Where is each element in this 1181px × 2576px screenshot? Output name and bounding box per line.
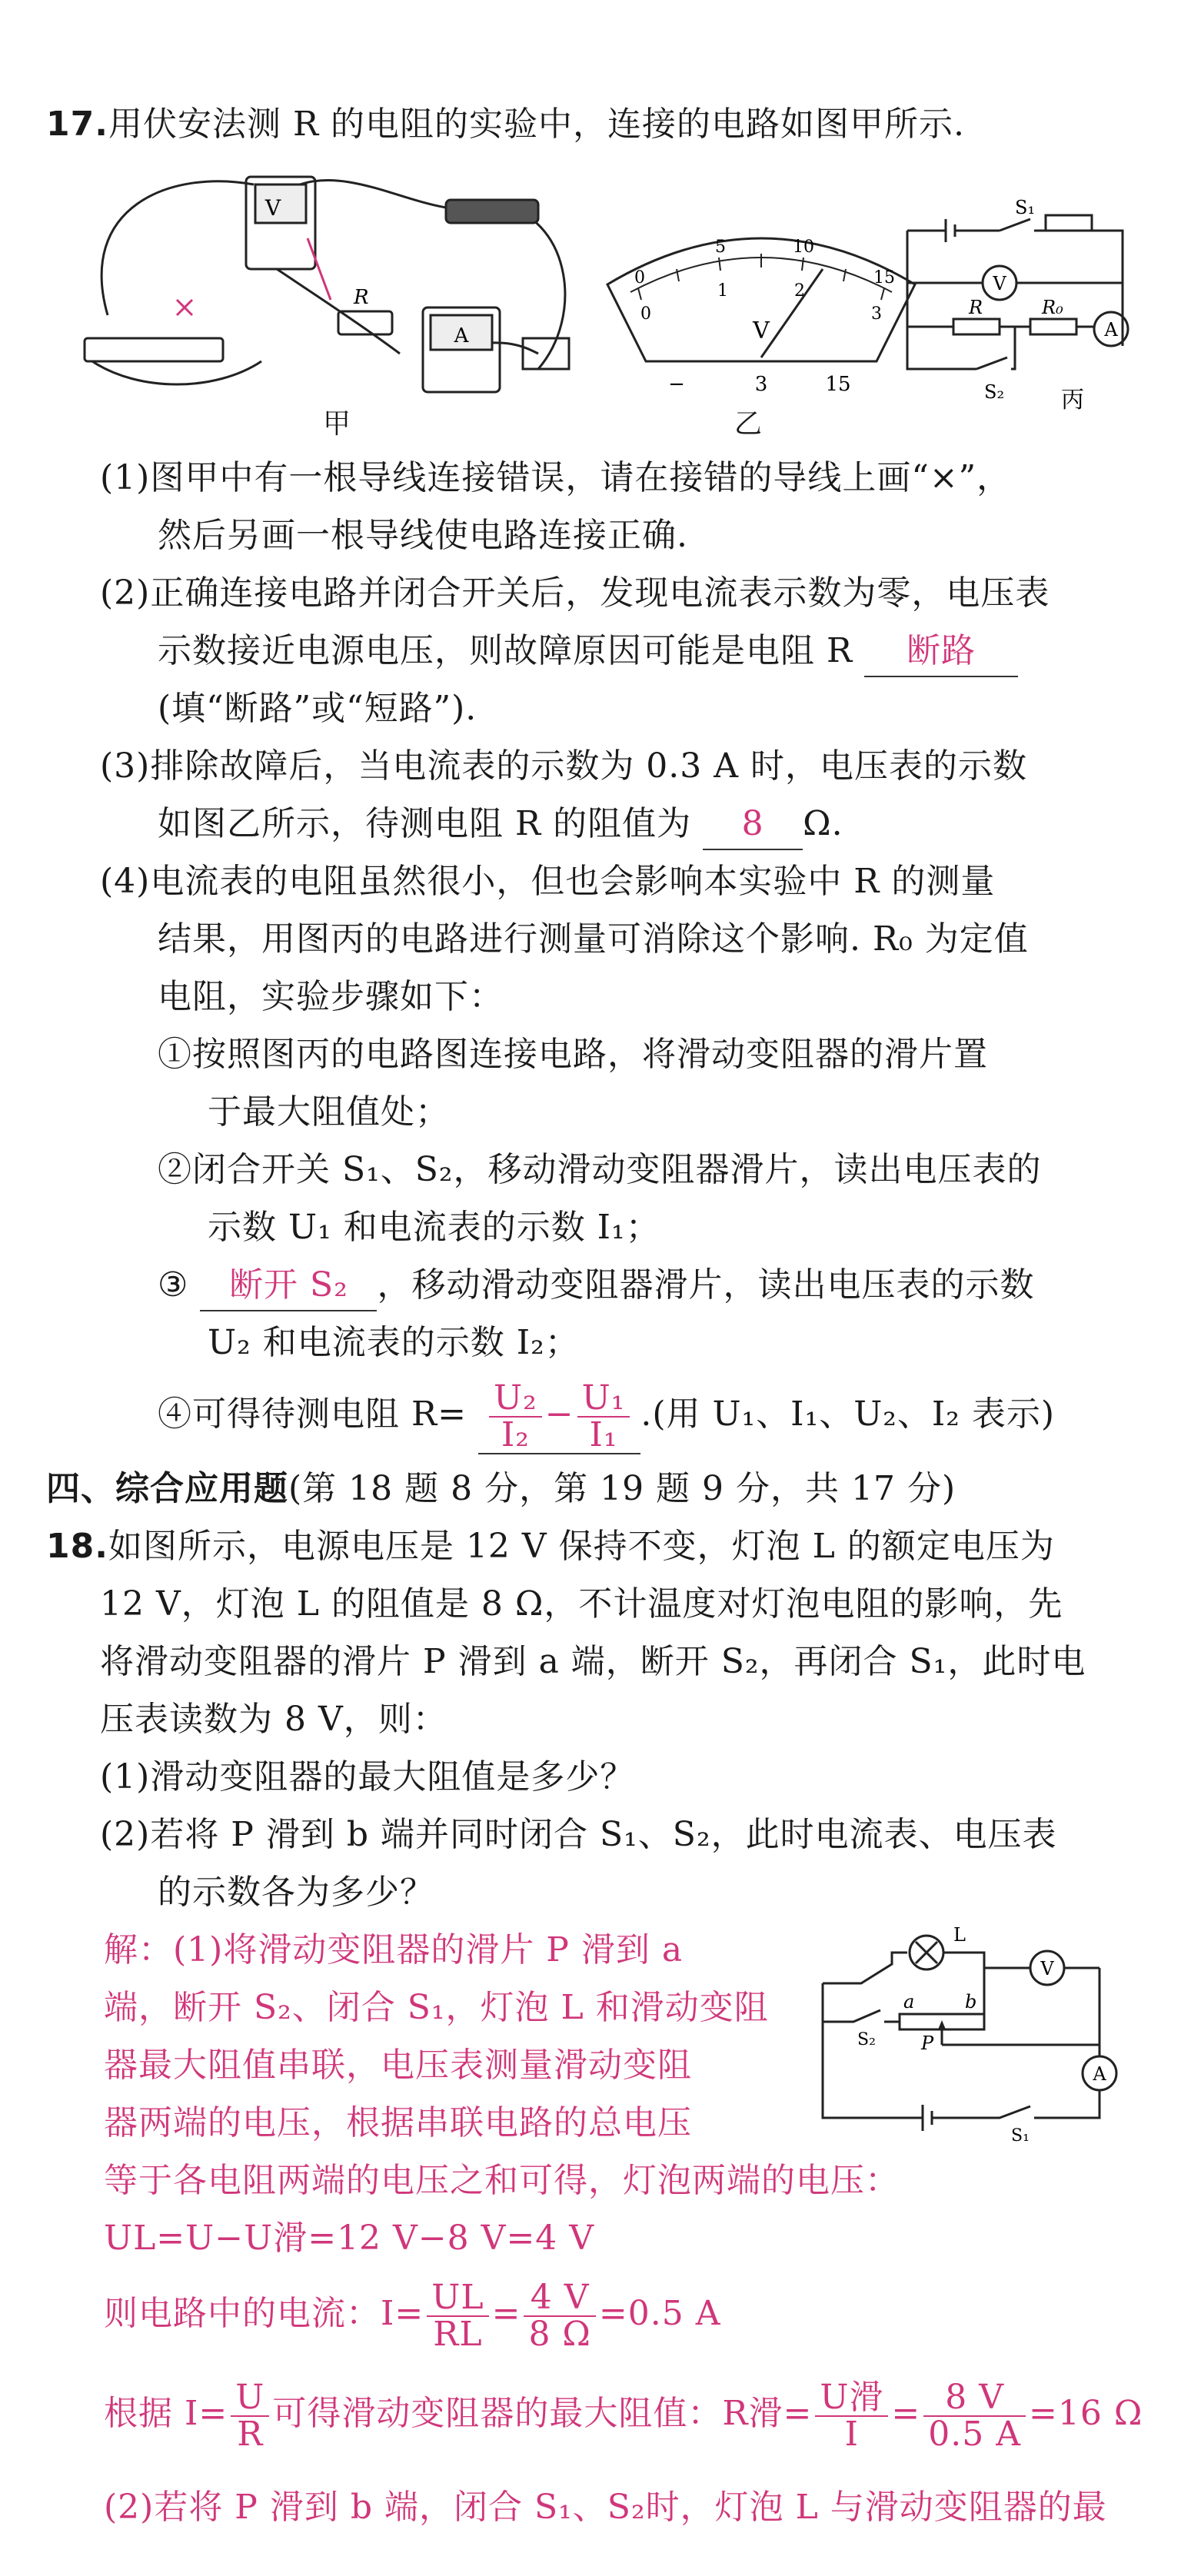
sol8-text: 根据 I=	[104, 2394, 228, 2433]
slider-p-label: P	[921, 2033, 934, 2054]
formula-i1: I₁	[589, 1414, 618, 1454]
step4-text: ④可得待测电阻 R=	[158, 1394, 467, 1434]
figure-bing-label: 丙	[1061, 387, 1084, 414]
section-4-heading	[46, 1464, 956, 1514]
figure-jia-apparatus	[77, 161, 584, 438]
ammeter-label: A	[454, 324, 469, 347]
p3b-unit: Ω.	[803, 804, 843, 843]
a-label: A	[1104, 319, 1118, 341]
q17-step2a: ②闭合开关 S₁、S₂，移动滑动变阻器滑片，读出电压表的	[158, 1150, 1042, 1189]
frac-8ohm: 8 Ω	[528, 2314, 591, 2354]
sol8-mid: 可得滑动变阻器的最大阻值：R滑=	[272, 2394, 813, 2433]
q17-step3b: U₂ 和电流表的示数 I₂；	[208, 1323, 580, 1362]
q17-p2c: (填“断路”或“短路”).	[158, 689, 477, 728]
formula-i2: I₂	[501, 1414, 530, 1454]
sol8-result: =16 Ω	[1029, 2394, 1143, 2433]
sol-line9: (2)若将 P 滑到 b 端，闭合 S₁、S₂时，灯泡 L 与滑动变阻器的最	[104, 2488, 1107, 2527]
q17-p3b	[158, 799, 843, 850]
terminal-neg: −	[668, 373, 685, 396]
terminal-3: 3	[754, 373, 768, 396]
s2-label: S₂	[857, 2030, 876, 2049]
q17-p4b: 结果，用图丙的电路进行测量可消除这个影响. R₀ 为定值	[158, 919, 1029, 959]
answer-duanlu: 断路	[864, 627, 1018, 677]
p2b-text: 示数接近电源电压，则故障原因可能是电阻 R	[158, 631, 853, 670]
q17-step3	[158, 1261, 1034, 1311]
s1-label: S₁	[1011, 2126, 1030, 2145]
end-a-label: a	[903, 1991, 915, 2013]
sol-line3: 器最大阻值串联，电压表测量滑动变阻	[104, 2046, 692, 2085]
answer-duankai-s2: 断开 S₂	[200, 1261, 377, 1311]
sol-line1: 解：(1)将滑动变阻器的滑片 P 滑到 a	[104, 1930, 684, 1969]
upper-scale-0: 0	[634, 268, 645, 288]
figure-yi-meter	[592, 208, 930, 407]
frac-ul: UL	[427, 2280, 488, 2317]
formula-u2: U₂	[489, 1381, 542, 1418]
section-note: (第 18 题 8 分，第 19 题 9 分，共 17 分)	[288, 1469, 956, 1508]
section-title: 四、综合应用题	[46, 1469, 288, 1508]
frac-u: U	[231, 2380, 269, 2417]
voltmeter-label: V	[264, 195, 281, 221]
sol-line7	[104, 2272, 721, 2356]
q17-p4a: (4)电流表的电阻虽然很小，但也会影响本实验中 R 的测量	[100, 862, 996, 901]
s1-label: S₁	[1015, 197, 1036, 218]
upper-scale-15: 15	[873, 268, 895, 288]
frac-8v: 8 V	[923, 2380, 1026, 2417]
figure-yi-label: 乙	[734, 408, 763, 440]
r0-label: R₀	[1042, 297, 1063, 318]
frac-uhua: U滑	[815, 2380, 888, 2417]
sol-line2: 端，断开 S₂、闭合 S₁，灯泡 L 和滑动变阻	[104, 1988, 769, 2027]
p3b-text: 如图乙所示，待测电阻 R 的阻值为	[158, 804, 692, 843]
sol7-result: =0.5 A	[598, 2294, 721, 2333]
upper-scale-5: 5	[715, 238, 726, 257]
sol7-text: 则电路中的电流：I=	[104, 2294, 424, 2333]
frac-05a: 0.5 A	[928, 2414, 1022, 2454]
step3-marker: ③	[158, 1265, 189, 1305]
lower-scale-3: 3	[871, 304, 882, 324]
q17-step4	[158, 1376, 1055, 1454]
lamp-label: L	[953, 1924, 966, 1946]
lower-scale-0: 0	[640, 304, 651, 324]
q18-sub2a: (2)若将 P 滑到 b 端并同时闭合 S₁、S₂，此时电流表、电压表	[100, 1815, 1057, 1854]
ammeter-label: A	[1093, 2063, 1106, 2085]
question-number: 18.	[46, 1527, 108, 1566]
q17-p1b: 然后另画一根导线使电路连接正确.	[158, 516, 688, 555]
frac-r: R	[237, 2414, 264, 2454]
frac-4v: 4 V	[524, 2280, 595, 2317]
figure-bing-circuit	[892, 192, 1153, 415]
resistor-label: R	[354, 286, 369, 309]
r-label: R	[969, 297, 983, 318]
frac-i: I	[844, 2414, 860, 2454]
sol-line6: UL=U−U滑=12 V−8 V=4 V	[104, 2219, 595, 2258]
q17-p2a: (2)正确连接电路并闭合开关后，发现电流表示数为零，电压表	[100, 573, 1050, 613]
sol8-eq: =	[891, 2394, 921, 2433]
q17-p2b	[158, 627, 1018, 677]
answer-formula	[478, 1376, 640, 1454]
q18-sub1: (1)滑动变阻器的最大阻值是多少？	[100, 1757, 635, 1797]
stem-text: 用伏安法测 R 的电阻的实验中，连接的电路如图甲所示.	[108, 105, 966, 144]
figure-jia-label: 甲	[323, 408, 352, 440]
formula-u1: U₁	[577, 1381, 630, 1418]
q18-sub2b: 的示数各为多少？	[158, 1873, 434, 1912]
s2-label: S₂	[984, 381, 1005, 403]
answer-8: 8	[703, 799, 803, 850]
q17-p1a: (1)图甲中有一根导线连接错误，请在接错的导线上画“×”，	[100, 458, 1012, 497]
step4-note: .(用 U₁、I₁、U₂、I₂ 表示)	[640, 1394, 1056, 1434]
lower-scale-1: 1	[717, 281, 728, 301]
lower-scale-2: 2	[794, 281, 805, 301]
end-b-label: b	[965, 1991, 977, 2013]
question-number: 17.	[46, 105, 108, 144]
frac-rl: RL	[433, 2314, 483, 2354]
q18-circuit	[807, 1922, 1146, 2145]
q17-step1a: ①按照图丙的电路图连接电路，将滑动变阻器的滑片置	[158, 1035, 988, 1074]
q17-p3a: (3)排除故障后，当电流表的示数为 0.3 A 时，电压表的示数	[100, 746, 1028, 786]
q18-text-1: 如图所示，电源电压是 12 V 保持不变，灯泡 L 的额定电压为	[108, 1527, 1055, 1566]
voltmeter-label: V	[1040, 1958, 1054, 1979]
v-label: V	[993, 273, 1006, 294]
sol-line4: 器两端的电压，根据串联电路的总电压	[104, 2103, 692, 2142]
q18-line3: 将滑动变阻器的滑片 P 滑到 a 端，断开 S₂，再闭合 S₁，此时电	[100, 1642, 1086, 1681]
q17-step2b: 示数 U₁ 和电流表的示数 I₁；	[208, 1208, 660, 1247]
sol7-eq: =	[491, 2294, 521, 2333]
sol-line8	[104, 2372, 1143, 2456]
step3-text: ，移动滑动变阻器滑片，读出电压表的示数	[377, 1265, 1035, 1305]
sol-line5: 等于各电阻两端的电压之和可得，灯泡两端的电压：	[104, 2161, 900, 2200]
meter-unit: V	[753, 317, 770, 344]
upper-scale-10: 10	[793, 238, 814, 257]
q17-p4c: 电阻，实验步骤如下：	[158, 977, 504, 1016]
q18-line4: 压表读数为 8 V，则：	[100, 1700, 447, 1739]
q18-line1	[46, 1522, 1055, 1571]
q17-step1b: 于最大阻值处；	[208, 1092, 450, 1132]
q18-line2: 12 V，灯泡 L 的阻值是 8 Ω，不计温度对灯泡电阻的影响，先	[100, 1584, 1063, 1624]
terminal-15: 15	[825, 373, 851, 396]
q17-stem	[46, 100, 965, 149]
formula-minus: −	[544, 1394, 574, 1434]
